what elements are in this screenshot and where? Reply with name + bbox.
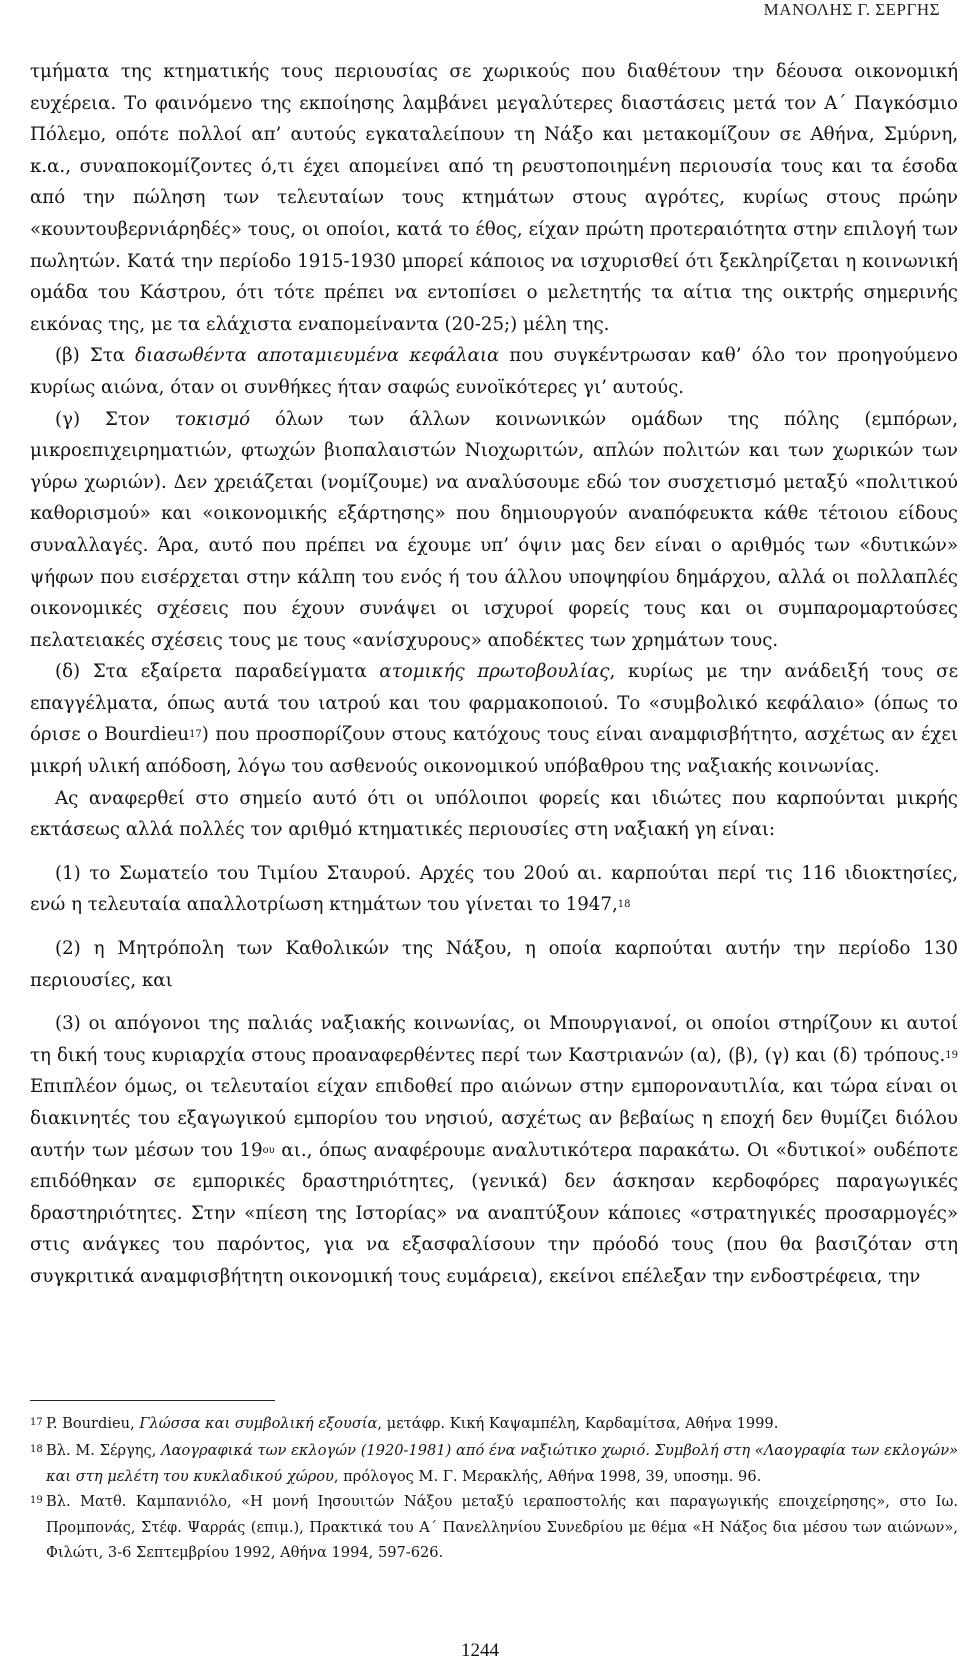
ordinal-superscript: ου bbox=[262, 1144, 275, 1156]
footnote-number: 17 bbox=[30, 1417, 43, 1428]
list-item-3: (3) οι απόγονοι της παλιάς ναξιακής κοινωνίας, οι Μπουργιανοί, οι οποίοι στηρίζουν κι αυτοί τη δική τους κυριαρχία στους προαναφερθέντες περί των Καστριανών (α), (β), (γ) και (δ) τρόπους.$^{19}$ Επιπλέον όμως, οι τελευταίοι είχαν επιδοθεί προ αιώνων στην εμποροναυτιλία, και τώρα είναι οι διακινητές του εξαγωγικού εμπορίου του νησιού, ασχέτως αν βεβαίως η εποχή δεν θυμίζει διόλου αυτήν των μέσων του $19^{o\upsilon}$ αι., όπως αναφέρουμε αναλυτικότερα παρακάτω. Οι «δυτικοί» ουδέποτε επιδόθηκαν σε εμπορικές δραστηριότητες, (γενικά) δεν άσκησαν κερδοφόρες παραγωγικές δραστηριότητες. Στην «πίεση της Ιστορίας» να αναπτύξουν κάποιες «στρατηγικές προσαρμογές» στις ανάγκες του παρόντος, για να εξασφαλίσουν την πρόοδό τους (που θα βασιζόταν στη συγκριτικά αναμφισβήτητη οικονομική τους ευμάρεια), εκείνοι επέλεξαν την ενδοστρέφεια, την bbox=[30, 1013, 958, 1287]
paragraph-d: (δ) Στα εξαίρετα παραδείγματα ατομικής πρωτοβουλίας, κυρίως με την ανάδειξή τους σε επαγγέλματα, όπως αυτά του ιατρού και του φαρμακοποιού. Το «συμβολικό κεφάλαιο» (όπως το όρισε ο Bourdieu$^{17}$) που προσπορίζουν στους κατόχους τους είναι αναμφισβήτητο, ασχέτως αν έχει μικρή υλική απόδοση, λόγω του ασθενούς οικονομικού υπόβαθρου της ναξιακής κοινωνίας. bbox=[30, 661, 958, 778]
footnotes bbox=[30, 1412, 958, 1566]
emphasis-text: ατομικής πρωτοβουλίας bbox=[379, 661, 610, 683]
emphasis-text: τοκισμό bbox=[174, 408, 251, 430]
footnote-divider bbox=[30, 1400, 275, 1401]
page-number: 1244 bbox=[461, 1640, 499, 1661]
paragraph-b: (β) Στα διασωθέντα αποταμιευμένα κεφάλαια που συγκέντρωσαν καθ’ όλο τον προηγούμενο κυρίως αιώνα, όταν οι συνθήκες ήταν σαφώς ευνοϊκότερες γι’ αυτούς. bbox=[30, 345, 958, 398]
paragraph-intro-list: Ας αναφερθεί στο σημείο αυτό ότι οι υπόλοιποι φορείς και ιδιώτες που καρπούνται μικρής εκτάσεως αλλά πολλές τον αριθμό κτηματικές περιουσίες στη ναξιακή γη είναι: bbox=[30, 787, 958, 841]
running-head: ΜΑΝΟΛΗΣ Γ. ΣΕΡΓΗΣ bbox=[763, 0, 940, 19]
paragraph-c: (γ) Στον τοκισμό όλων των άλλων κοινωνικών ομάδων της πόλης (εμπόρων, μικροεπιχειρηματιών, φτωχών βιοπαλαιστών Νιοχωριτών, απλών πολιτών και των χωρικών των γύρω χωριών). Δεν χρειάζεται (νομίζουμε) να αναλύσουμε εδώ τον συσχετισμό μεταξύ «πολιτικού καθορισμού» και «οικονομικής εξάρτησης» που δημιουργούν αναπόφευκτα κάθε τέτοιου είδους συναλλαγές. Άρα, αυτό που πρέπει να έχουμε υπ’ όψιν μας δεν είναι ο αριθμός των «δυτικών» ψήφων που εισέρχεται στην κάλπη του ενός ή του άλλου υποψηφίου δημάρχου, αλλά οι πολλαπλές οικονομικές σχέσεις που έχουν συνάψει οι ισχυροί φορείς τους και οι συμπαρομαρτούσες πελατειακές σχέσεις τους με τους «ανίσχυρους» αποδέκτες των χρημάτων τους. bbox=[30, 408, 958, 651]
footnote-ref-18[interactable]: 18 bbox=[617, 899, 631, 911]
paragraph-continuation: τμήματα της κτηματικής τους περιουσίας σε χωρικούς που διαθέτουν την δέουσα οικονομική ευχέρεια. Το φαινόμενο της εκποίησης λαμβάνει μεγαλύτερες διαστάσεις μετά τον Α΄ Παγκόσμιο Πόλεμο, οπότε πολλοί απ’ αυτούς εγκαταλείπουν τη Νάξο και μετακομίζουν σε Αθήνα, Σμύρνη, κ.α., συναποκομίζοντες ό,τι έχει απομείνει από τη ρευστοποιημένη περιουσία τους και τα έσοδα από την πώληση των τελευταίων τους κτημάτων στους αγρότες, κυρίως στους πρώην «κουντουβερνιάρηδές» τους, οι οποίοι, κατά το έθος, είχαν πρώτη προτεραιότητα στην επιλογή των πωλητών. Κατά την περίοδο 1915-1930 μπορεί κάποιος να ισχυρισθεί ότι ξεκληρίζεται η κοινωνική ομάδα του Κάστρου, ότι τότε πρέπει να εντοπίσει ο μελετητής τα αίτια της οικτρής σημερινής εικόνας της, με τα ελάχιστα εναπομείναντα (20-25;) μέλη της. bbox=[30, 61, 958, 335]
list-item-2: (2) η Μητρόπολη των Καθολικών της Νάξου, η οποία καρπούται αυτήν την περίοδο 130 περιουσίες, και bbox=[30, 938, 958, 991]
emphasis-text: Γλώσσα και συμβολική εξουσία bbox=[139, 1415, 378, 1432]
footnote-17: 17 P. Bourdieu, Γλώσσα και συμβολική εξουσία, μετάφρ. Κική Καψαμπέλη, Καρδαμίτσα, Αθήνα 1999. bbox=[30, 1412, 958, 1439]
footnote-number: 19 bbox=[30, 1494, 43, 1506]
footnote-ref-19[interactable]: 19 bbox=[945, 1049, 958, 1061]
footnote-19: 19 Βλ. Ματθ. Καμπανιόλο, «Η μονή Ιησουιτών Νάξου μεταξύ ιεραποστολής και παραγωγικής εποιχείρησης», στο Ιω. Προμπονάς, Στέφ. Ψαρράς (επιμ.), Πρακτικά του Α΄ Πανελληνίου Συνεδρίου με θέμα «Η Νάξος δια μέσου των αιώνων», Φιλώτι, 3-6 Σεπτεμβρίου 1992, Αθήνα 1994, 597-626. bbox=[30, 1490, 958, 1566]
list-item-1: (1) το Σωματείο του Τιμίου Σταυρού. Αρχές του 20ού αι. καρπούται περί τις 116 ιδιοκτησίες, ενώ η τελευταία απαλλοτρίωση κτημάτων του γίνεται το 1947,18 bbox=[30, 862, 958, 916]
main-text bbox=[30, 56, 958, 1293]
footnote-number: 18 bbox=[30, 1443, 43, 1455]
emphasis-text: Λαογραφικά των εκλογών (1920-1981) από ένα ναξιώτικο χωριό. Συμβολή στη «Λαογραφία των εκλογών» και στη μελέτη του κυκλαδικού χώρου bbox=[46, 1441, 958, 1486]
footnote-18: 18 Βλ. Μ. Σέργης, Λαογραφικά των εκλογών (1920-1981) από ένα ναξιώτικο χωριό. Συμβολή στη «Λαογραφία των εκλογών» και στη μελέτη του κυκλαδικού χώρου, πρόλογος Μ. Γ. Μερακλής, Αθήνα 1998, 39, υποσημ. 96. bbox=[30, 1439, 958, 1490]
footnote-ref-17[interactable]: 17 bbox=[189, 729, 202, 741]
emphasis-text: διασωθέντα αποταμιευμένα κεφάλαια bbox=[135, 345, 500, 367]
